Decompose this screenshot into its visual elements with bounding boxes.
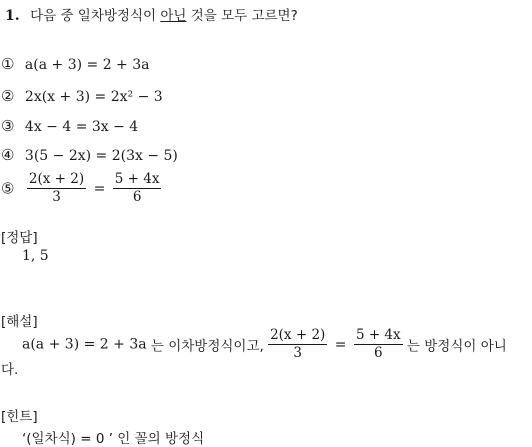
- fraction-denominator: 6: [132, 189, 142, 205]
- option-marker: ④: [1, 146, 15, 164]
- option-marker: ⑤: [1, 179, 15, 198]
- fraction-numerator: 5 + 4x: [355, 327, 401, 343]
- option-math: 3(5 − 2x) = 2(3x − 5): [24, 148, 178, 164]
- hint-label: [힌트]: [1, 409, 38, 425]
- option-4: [1, 146, 178, 164]
- fraction: [354, 327, 403, 362]
- option-math: a(a + 3) = 2 + 3a: [24, 57, 150, 73]
- fraction: [27, 171, 86, 206]
- fraction: [268, 327, 327, 362]
- option-marker: ②: [1, 87, 15, 105]
- fraction-numerator: 5 + 4x: [114, 171, 160, 187]
- option-3: [1, 117, 138, 135]
- answer-value: 1, 5: [22, 248, 49, 264]
- fraction-numerator: 2(x + 2): [28, 171, 85, 187]
- option-math: 2x(x + 3) = 2x² − 3: [24, 89, 163, 105]
- answer-label: [정답]: [1, 230, 38, 246]
- hint-text: ‘(일차식) = 0 ’ 인 꼴의 방정식: [22, 431, 205, 447]
- option-2: [1, 87, 163, 105]
- equals-sign: =: [93, 180, 106, 197]
- question-text-underlined: 아닌: [160, 8, 187, 24]
- fraction: [113, 171, 162, 206]
- question-text-before: 다음 중 일차방정식이: [30, 8, 161, 24]
- question-line: [5, 4, 298, 24]
- option-math: 4x − 4 = 3x − 4: [24, 119, 139, 135]
- explanation-text: 는 방정식이 아니: [402, 338, 507, 355]
- explanation-label: [해설]: [1, 314, 38, 330]
- fraction-denominator: 3: [52, 189, 61, 205]
- fraction-denominator: 6: [374, 345, 383, 361]
- option-5: [1, 171, 161, 206]
- explanation-line-2: 다.: [1, 362, 19, 378]
- explanation-line-1: [22, 327, 507, 362]
- option-1: [1, 55, 149, 73]
- fraction-numerator: 2(x + 2): [270, 327, 326, 343]
- explanation-math: a(a + 3) = 2 + 3a: [22, 336, 147, 353]
- question-number: 1.: [5, 8, 20, 24]
- explanation-text: 는 이차방정식이고,: [146, 338, 269, 355]
- question-text-after: 것을 모두 고르면?: [186, 8, 298, 24]
- option-marker: ③: [1, 117, 15, 135]
- fraction-denominator: 3: [293, 345, 302, 361]
- equals-sign: =: [334, 336, 347, 353]
- option-marker: ①: [1, 55, 15, 73]
